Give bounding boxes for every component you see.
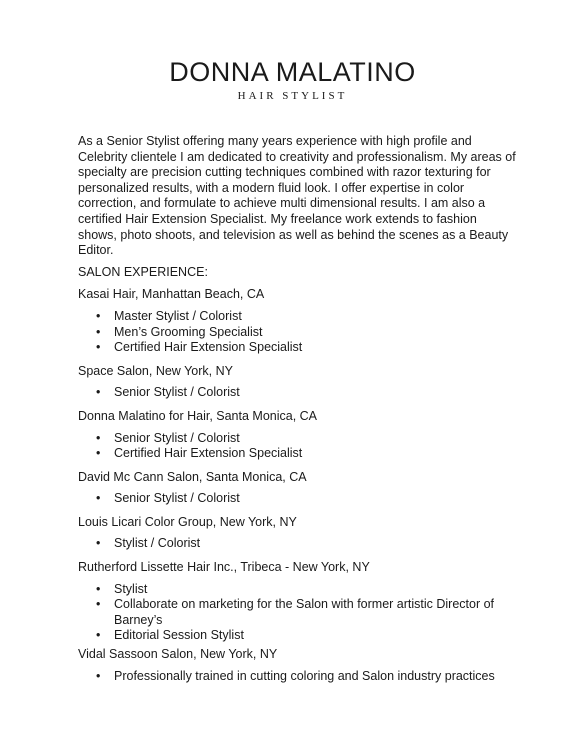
job-employer: Space Salon, New York, NY [78,363,233,378]
job-duty-text: Stylist [114,581,148,596]
job-duties-list [78,431,518,462]
job-employer: Donna Malatino for Hair, Santa Monica, CA [78,408,318,423]
section-heading-text: SALON EXPERIENCE [78,264,205,279]
job-duty-item [78,446,518,462]
job-entry [78,409,518,462]
job-duties-list [78,582,518,644]
candidate-name: DONNA MALATINO [169,57,416,87]
job-duties-list [78,669,518,685]
job-entry [78,515,518,552]
bullet-icon: • [96,628,101,643]
job-duty-item [78,385,518,401]
job-duty-text: Master Stylist / Colorist [114,308,242,323]
job-duty-text: Professionally trained in cutting coloring and Salon industry practices [114,668,495,683]
job-employer: Vidal Sassoon Salon, New York, NY [78,647,278,662]
job-duty-text: Senior Stylist / Colorist [114,385,240,400]
bullet-icon: • [96,668,101,683]
job-duties-list [78,385,518,401]
job-duties-list [78,536,518,552]
bullet-icon: • [96,581,101,596]
job-duties-list [78,491,518,507]
job-employer: Kasai Hair, Manhattan Beach, CA [78,287,265,302]
job-duty-text: Senior Stylist / Colorist [114,491,240,506]
bullet-icon: • [96,385,101,400]
bullet-icon: • [96,597,101,612]
job-employer: Rutherford Lissette Hair Inc., Tribeca - New York, NY [78,560,370,575]
bullet-icon: • [96,491,101,506]
job-duty-item [78,536,518,552]
job-duty-item [78,669,518,685]
job-duties-list [78,309,518,356]
job-duty-text: Men’s Grooming Specialist [114,324,263,339]
resume-body [78,134,518,692]
job-employer: David Mc Cann Salon, Santa Monica, CA [78,469,307,484]
job-employer: Louis Licari Color Group, New York, NY [78,514,297,529]
job-duty-item [78,491,518,507]
bullet-icon: • [96,430,101,445]
job-duty-item [78,582,518,598]
bullet-icon: • [96,324,101,339]
bullet-icon: • [96,340,101,355]
job-duty-text: Editorial Session Stylist [114,628,244,643]
job-duty-item [78,597,518,628]
job-entry [78,364,518,401]
job-duty-item [78,325,518,341]
bullet-icon: • [96,536,101,551]
job-duty-text: Collaborate on marketing for the Salon with former artistic Director of Barney’s [114,597,495,627]
job-duty-text: Certified Hair Extension Specialist [114,446,303,461]
summary-paragraph: As a Senior Stylist offering many years experience with high profile and Celebrity clientele I am dedicated to creativity and professionalism. My areas of specialty are precision cutting techniques combined with razor texturing for personalized results, with a modern fluid look. I offer expertise in color correction, and formulate to achieve multi dimensional results. I am also a certified Hair Extension Specialist. My freelance work extends to fashion shows, photo shoots, and television as well as behind the scenes as a Beauty Editor. [78,134,516,258]
job-entry [78,647,518,684]
section-heading-experience [78,265,518,281]
candidate-title: HAIR STYLIST [237,90,348,102]
bullet-icon: • [96,446,101,461]
bullet-icon: • [96,308,101,323]
job-entry [78,470,518,507]
job-duty-text: Stylist / Colorist [114,536,201,551]
job-duty-item [78,628,518,644]
job-duty-item [78,309,518,325]
job-list [78,287,518,684]
section-heading-colon: : [204,264,208,279]
job-entry [78,560,518,644]
job-duty-text: Certified Hair Extension Specialist [114,340,303,355]
job-duty-item [78,431,518,447]
job-duty-item [78,340,518,356]
job-entry [78,287,518,355]
job-duty-text: Senior Stylist / Colorist [114,430,240,445]
